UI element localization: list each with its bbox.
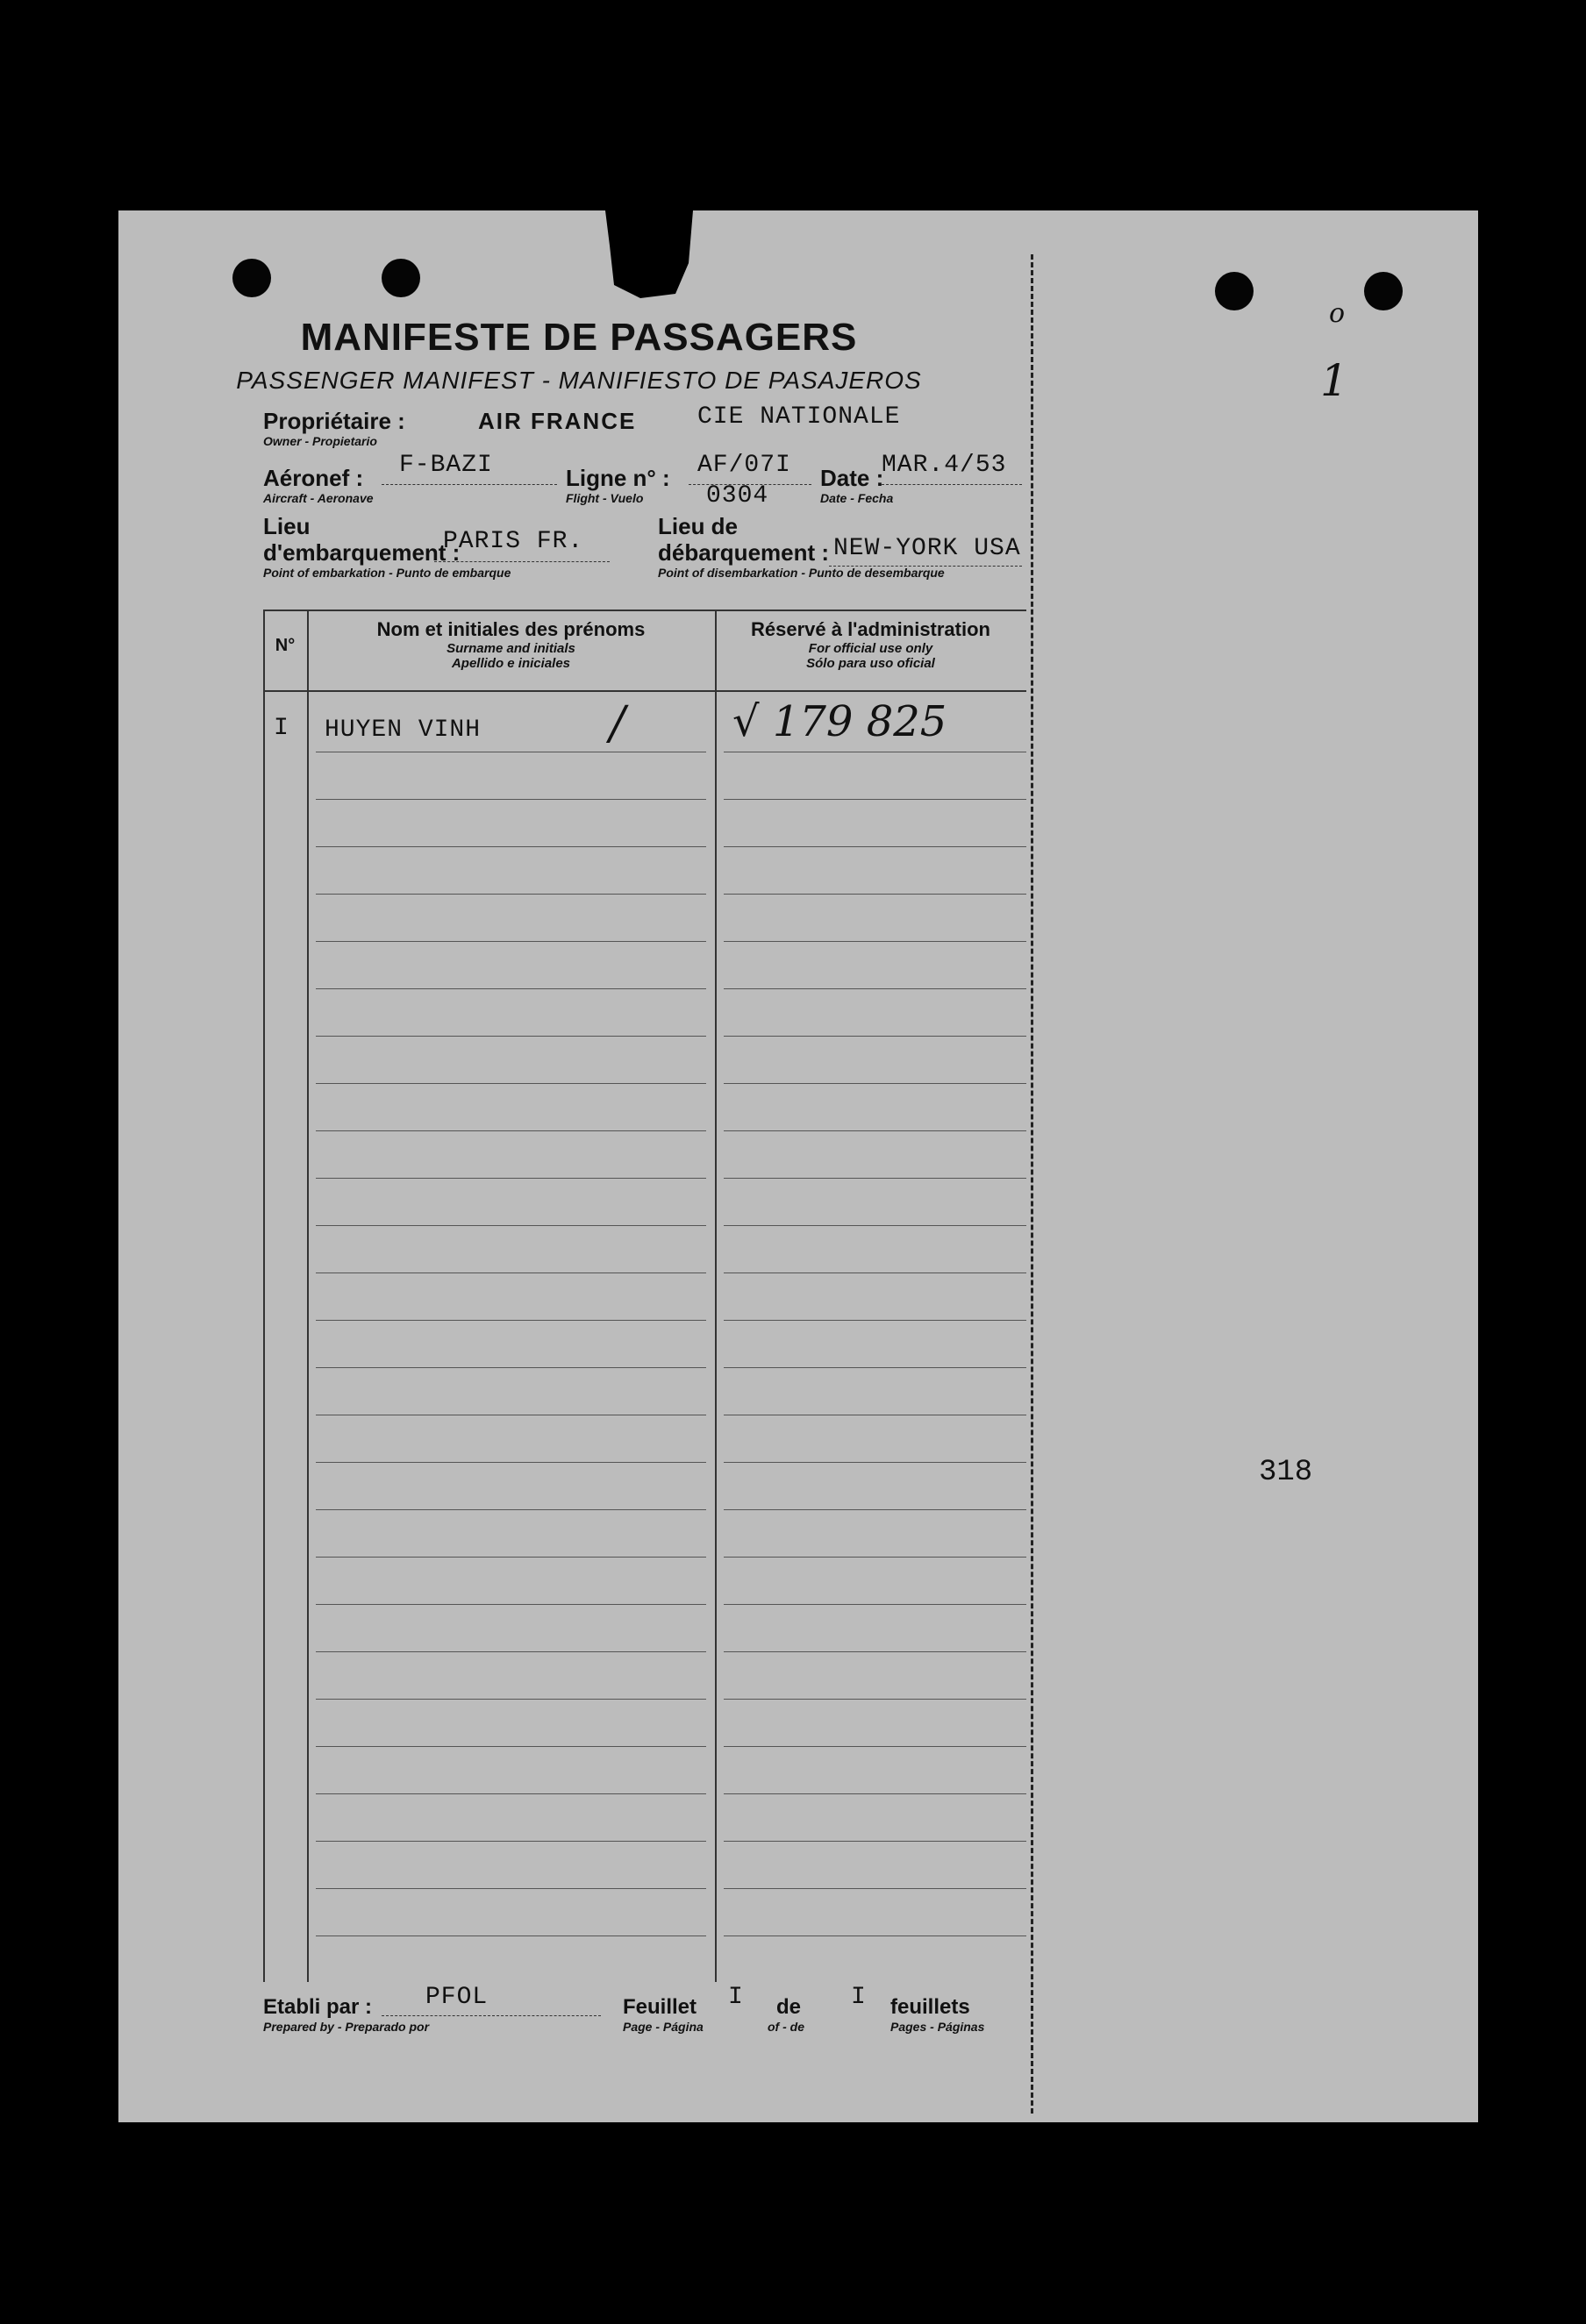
name-row-line [316, 1935, 706, 1936]
name-row-line [316, 1699, 706, 1700]
name-row-line [316, 1367, 706, 1368]
name-row-line [316, 846, 706, 847]
date-value: MAR.4/53 [882, 452, 1007, 479]
flight-label: Ligne n° : [566, 465, 670, 491]
admin-row-line [724, 1036, 1026, 1037]
name-row-line [316, 1083, 706, 1084]
embark-label-2: d'embarquement : [263, 539, 461, 566]
sheet-label: Feuillet [623, 1995, 697, 2019]
col-name-fr: Nom et initiales des prénoms [376, 618, 646, 640]
table-col-divider [307, 610, 309, 1982]
col-no-header: N° [275, 636, 296, 655]
torn-edge [605, 210, 693, 298]
aircraft-value: F-BAZI [399, 452, 493, 479]
name-row-line [316, 1888, 706, 1889]
flight-value: AF/07I [697, 452, 791, 479]
admin-row-line [724, 1793, 1026, 1794]
name-row-line [316, 1651, 706, 1652]
date-sub: Date - Fecha [820, 491, 894, 505]
name-row-line [316, 1746, 706, 1747]
table-left-border [263, 610, 265, 1982]
perforation-line [1031, 254, 1033, 2114]
manifest-page [118, 210, 1478, 2122]
stamp-number: 318 [1259, 1456, 1313, 1489]
embark-underline [434, 561, 610, 562]
sheet-value: I [728, 1984, 744, 2011]
prepared-underline [382, 2015, 601, 2016]
sheets-sub: Pages - Páginas [890, 2020, 985, 2034]
admin-row-line [724, 1509, 1026, 1510]
name-row-line [316, 1557, 706, 1558]
sheet-sub: Page - Página [623, 2020, 704, 2034]
col-name-header [307, 618, 715, 671]
hand-mark-top: o [1329, 298, 1346, 329]
aircraft-sub: Aircraft - Aeronave [263, 491, 374, 505]
col-admin-fr: Réservé à l'administration [750, 618, 990, 640]
disembark-label-2: débarquement : [658, 539, 830, 566]
flight-sub: Flight - Vuelo [566, 491, 644, 505]
name-row-line [316, 1462, 706, 1463]
col-name-es: Apellido e iniciales [451, 656, 571, 671]
col-admin-es: Sólo para uso oficial [806, 656, 935, 671]
name-row-line [316, 1130, 706, 1131]
admin-row-line [724, 1320, 1026, 1321]
punch-hole [232, 259, 271, 297]
admin-row-line [724, 1178, 1026, 1179]
table-top-border [263, 610, 1026, 611]
admin-row-line [724, 846, 1026, 847]
admin-row-line [724, 1746, 1026, 1747]
page-subtitle: PASSENGER MANIFEST - MANIFIESTO DE PASAJEROS [236, 367, 922, 394]
col-admin-header [715, 618, 1026, 671]
admin-row-line [724, 1130, 1026, 1131]
name-row-line [316, 1841, 706, 1842]
flight-underline [689, 484, 811, 485]
hand-mark-bottom: 1 [1320, 355, 1348, 406]
admin-row-line [724, 1225, 1026, 1226]
admin-row-line [724, 1367, 1026, 1368]
prepared-value: PFOL [425, 1984, 489, 2011]
owner-sub: Owner - Propietario [263, 434, 377, 448]
of-value: I [851, 1984, 867, 2011]
row-1-admin: √ 179 825 [732, 697, 947, 746]
name-row-line [316, 894, 706, 895]
name-row-line [316, 988, 706, 989]
admin-row-line [724, 988, 1026, 989]
admin-row-line [724, 1083, 1026, 1084]
disembark-label-1: Lieu de [658, 513, 739, 539]
name-row-line [316, 1604, 706, 1605]
of-label: de [776, 1995, 802, 2019]
passenger-table [263, 610, 1026, 1982]
punch-hole [1215, 272, 1254, 310]
table-header-border [263, 690, 1026, 692]
row-1-check: / [610, 697, 625, 750]
admin-row-line [724, 894, 1026, 895]
name-row-line [316, 1272, 706, 1273]
table-col-divider [715, 610, 717, 1982]
admin-row-line [724, 799, 1026, 800]
name-row-line [316, 1509, 706, 1510]
admin-row-line [724, 1557, 1026, 1558]
disembark-value: NEW-YORK USA [833, 535, 1021, 562]
date-underline [882, 484, 1022, 485]
name-row-line [316, 1793, 706, 1794]
aircraft-label: Aéronef : [263, 465, 364, 491]
name-row-line [316, 1178, 706, 1179]
admin-row-line [724, 1462, 1026, 1463]
punch-hole [1364, 272, 1403, 310]
admin-row-line [724, 1604, 1026, 1605]
page-title: MANIFESTE DE PASSAGERS [300, 316, 858, 359]
col-admin-en: For official use only [808, 641, 933, 656]
owner-value-typed: CIE NATIONALE [697, 403, 901, 431]
punch-hole [382, 259, 420, 297]
aircraft-underline [382, 484, 557, 485]
name-row-line [316, 941, 706, 942]
embark-sub: Point of embarkation - Punto de embarque [263, 566, 511, 580]
date-label: Date : [820, 465, 884, 491]
name-row-line [316, 1225, 706, 1226]
prepared-sub: Prepared by - Preparado por [263, 2020, 430, 2034]
name-row-line [316, 1320, 706, 1321]
admin-row-line [724, 1935, 1026, 1936]
admin-row-line [724, 1841, 1026, 1842]
row-1-name: HUYEN VINH [325, 716, 482, 744]
admin-row-line [724, 1888, 1026, 1889]
admin-row-line [724, 1699, 1026, 1700]
disembark-underline [829, 566, 1022, 567]
flight-value-2: 0304 [706, 482, 769, 510]
admin-row-line [724, 1272, 1026, 1273]
admin-row-line [724, 1651, 1026, 1652]
of-sub: of - de [768, 2020, 804, 2034]
owner-label: Propriétaire : [263, 408, 405, 434]
embark-label-1: Lieu [263, 513, 311, 539]
name-row-line [316, 1036, 706, 1037]
name-row-line [316, 799, 706, 800]
row-1-no: I [274, 715, 289, 742]
col-name-en: Surname and initials [447, 641, 575, 656]
sheets-label: feuillets [890, 1995, 970, 2019]
embark-value: PARIS FR. [443, 528, 584, 555]
prepared-label: Etabli par : [263, 1995, 373, 2019]
disembark-sub: Point of disembarkation - Punto de desembarque [658, 566, 945, 580]
admin-row-line [724, 941, 1026, 942]
owner-value-printed: AIR FRANCE [478, 408, 637, 434]
